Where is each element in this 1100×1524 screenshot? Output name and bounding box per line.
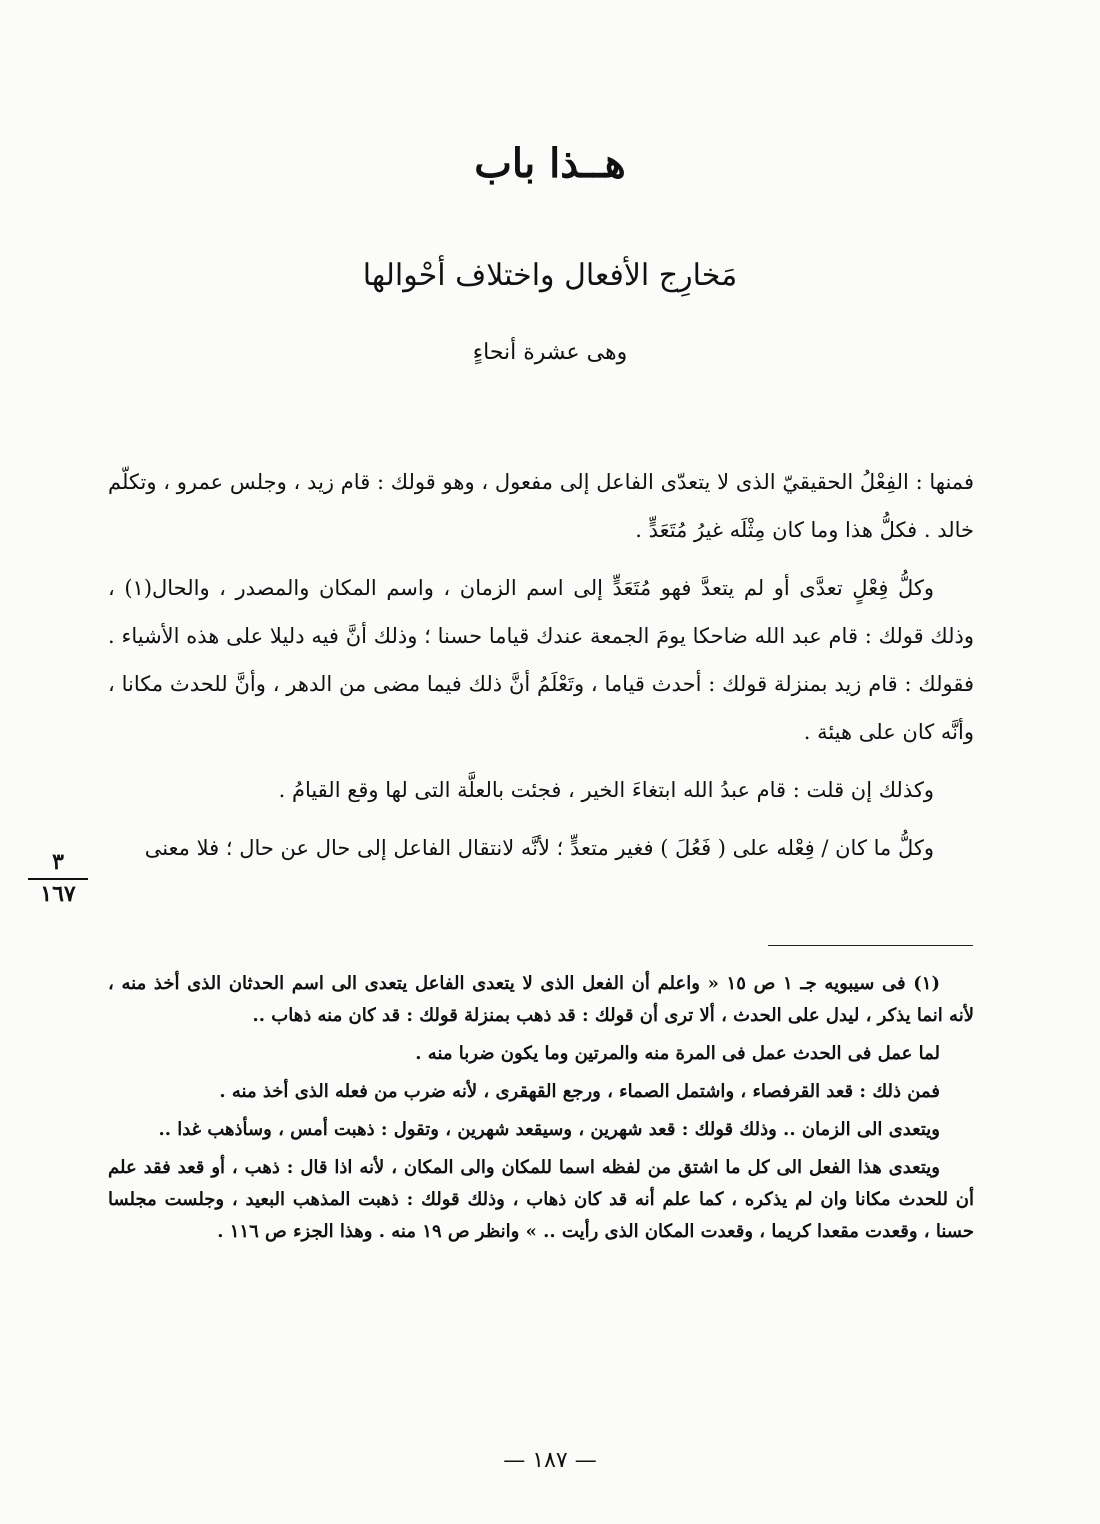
footnotes [108,968,974,1254]
footnote-continuation-4: ويتعدى هذا الفعل الى كل ما اشتق من لفظه اسما للمكان والى المكان ، لأنه اذا قال : ذهب ، أو قعد فقد علم أن للحدث مكانا وان لم يذكره ، كما علم أنه قد كان ذهاب ، وذلك قولك : ذهبت المذهب البعيد ، وجلست مجلسا حسنا ، وقعدت مقعدا كريما ، وقعدت المكان الذى رأيت .. » وانظر ص ١٩ منه . وهذا الجزء ص ١١٦ . [108,1157,974,1242]
paragraph-2: وكلُّ فِعْلٍ تعدَّى أو لم يتعدَّ فهو مُتَعَدٍّ إلى اسم الزمان ، واسم المكان والمصدر ، والحال(١) ، وذلك قولك : قام عبد الله ضاحكا يومَ الجمعة عندك قياما حسنا ؛ وذلك أنَّ فيه دليلا على هذه الأشياء . فقولك : قام زيد بمنزلة قولك : أحدث قياما ، وتَعْلَمُ أنَّ ذلك فيما مضى من الدهر ، وأنَّ للحدث مكانا ، وأنَّه كان على هيئة . [108,576,974,744]
chapter-title: مَخارِج الأفعال واختلاف أحْوالها [362,258,738,293]
paragraph-3: وكذلك إن قلت : قام عبدُ الله ابتغاءَ الخير ، فجئت بالعلَّة التى لها وقع القيامُ . [278,778,934,802]
footnote-divider [768,945,973,946]
margin-ref-part: ٣ [28,848,88,880]
main-text [108,458,974,882]
footnote-1: (١) فى سيبويه جـ ١ ص ١٥ « واعلم أن الفعل الذى لا يتعدى الفاعل يتعدى الى اسم الحدثان الذى أخذ منه ، لأنه انما يذكر ، ليدل على الحدث ، ألا ترى أن قولك : قد ذهب بمنزلة قولك : قد كان منه ذهاب .. [108,973,974,1026]
footnote-continuation-3: ويتعدى الى الزمان .. وذلك قولك : قعد شهرين ، وسيقعد شهرين ، وتقول : ذهبت أمس ، وسأذهب غدا .. [158,1119,940,1140]
margin-ref-page: ١٦٧ [40,881,76,907]
paragraph-1: فمنها : الفِعْلُ الحقيقيّ الذى لا يتعدّى الفاعل إلى مفعول ، وهو قولك : قام زيد ، وجلس عمرو ، وتكلّم خالد . فكلُّ هذا وما كان مِثْلَه غيرُ مُتَعَدٍّ . [108,470,974,542]
footnote-continuation-2: فمن ذلك : قعد القرفصاء ، واشتمل الصماء ، ورجع القهقرى ، لأنه ضرب من فعله الذى أخذ منه . [219,1081,940,1102]
paragraph-4: وكلُّ ما كان / فِعْله على ( فَعُلَ ) فغير متعدٍّ ؛ لأنَّه لانتقال الفاعل إلى حال عن حال ؛ فلا معنى [144,836,934,860]
chapter-subtitle: وهى عشرة أنحاءٍ [472,340,628,365]
footnote-continuation-1: لما عمل فى الحدث عمل فى المرة منه والمرتين وما يكون ضربا منه . [415,1043,940,1064]
page-title: هــذا باب [474,140,626,187]
page-number: — ١٨٧ — [503,1448,597,1473]
margin-page-reference [28,848,88,908]
